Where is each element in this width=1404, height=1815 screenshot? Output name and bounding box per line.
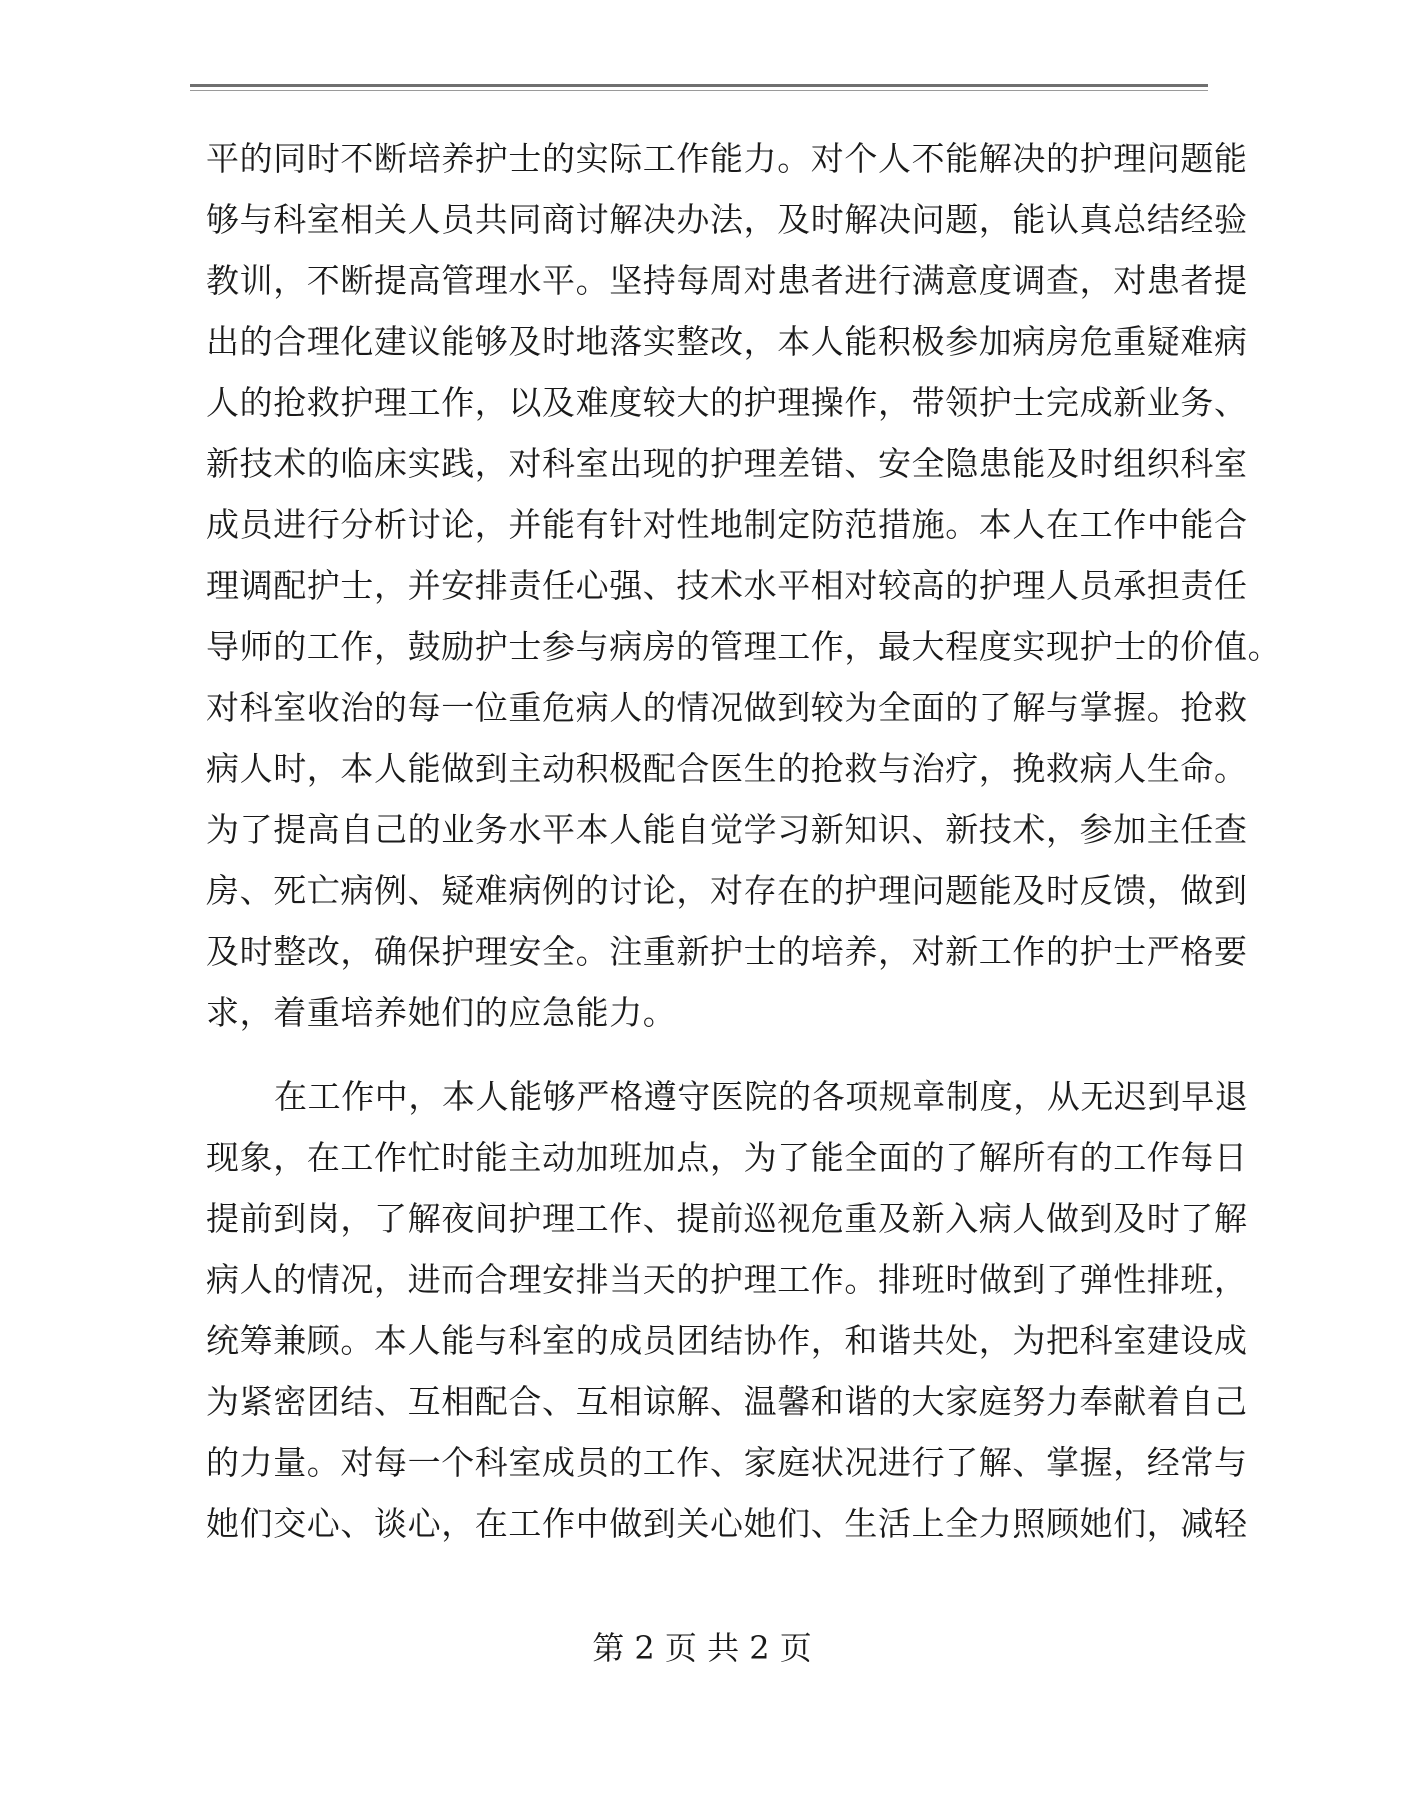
text-line: 她们交心、谈心，在工作中做到关心她们、生活上全力照顾她们，减轻: [206, 1504, 1248, 1543]
text-line: 人的抢救护理工作，以及难度较大的护理操作，带领护士完成新业务、: [206, 383, 1248, 422]
text-line: 求，着重培养她们的应急能力。: [206, 993, 677, 1032]
text-line: 现象，在工作忙时能主动加班加点，为了能全面的了解所有的工作每日: [206, 1138, 1248, 1177]
text-line: 对科室收治的每一位重危病人的情况做到较为全面的了解与掌握。抢救: [206, 688, 1248, 727]
text-line: 新技术的临床实践，对科室出现的护理差错、安全隐患能及时组织科室: [206, 444, 1248, 483]
text-line-first-indented: 在工作中，本人能够严格遵守医院的各项规章制度，从无迟到早退: [274, 1077, 1249, 1116]
text-line: 够与科室相关人员共同商讨解决办法，及时解决问题，能认真总结经验: [206, 200, 1248, 239]
text-line: 统筹兼顾。本人能与科室的成员团结协作，和谐共处，为把科室建设成: [206, 1321, 1248, 1360]
text-line: 及时整改，确保护理安全。注重新护士的培养，对新工作的护士严格要: [206, 932, 1248, 971]
text-line: 提前到岗，了解夜间护理工作、提前巡视危重及新入病人做到及时了解: [206, 1199, 1248, 1238]
text-line: 成员进行分析讨论，并能有针对性地制定防范措施。本人在工作中能合: [206, 505, 1248, 544]
paragraph-1: [206, 128, 1282, 1043]
text-line: 病人的情况，进而合理安排当天的护理工作。排班时做到了弹性排班，: [206, 1260, 1248, 1299]
paragraph-spacer: [206, 1043, 1200, 1066]
text-line: 教训，不断提高管理水平。坚持每周对患者进行满意度调查，对患者提: [206, 261, 1248, 300]
header-rule-thin-line: [190, 90, 1208, 91]
text-line: 为了提高自己的业务水平本人能自觉学习新知识、新技术，参加主任查: [206, 810, 1248, 849]
header-rule-thick-line: [190, 84, 1208, 87]
document-body: [206, 128, 1282, 1554]
text-line: 的力量。对每一个科室成员的工作、家庭状况进行了解、掌握，经常与: [206, 1443, 1248, 1482]
paragraph-2: [206, 1066, 1249, 1554]
text-line: 出的合理化建议能够及时地落实整改，本人能积极参加病房危重疑难病: [206, 322, 1248, 361]
text-line: 理调配护士，并安排责任心强、技术水平相对较高的护理人员承担责任: [206, 566, 1248, 605]
text-line: 病人时，本人能做到主动积极配合医生的抢救与治疗，挽救病人生命。: [206, 749, 1248, 788]
page-number-footer: 第 2 页 共 2 页: [592, 1629, 812, 1667]
text-line: 为紧密团结、互相配合、互相谅解、温馨和谐的大家庭努力奉献着自己: [206, 1382, 1248, 1421]
text-line: 房、死亡病例、疑难病例的讨论，对存在的护理问题能及时反馈，做到: [206, 871, 1248, 910]
header-rule: [190, 84, 1208, 93]
text-line: 导师的工作，鼓励护士参与病房的管理工作，最大程度实现护士的价值。: [206, 627, 1282, 666]
text-line: 平的同时不断培养护士的实际工作能力。对个人不能解决的护理问题能: [206, 139, 1248, 178]
